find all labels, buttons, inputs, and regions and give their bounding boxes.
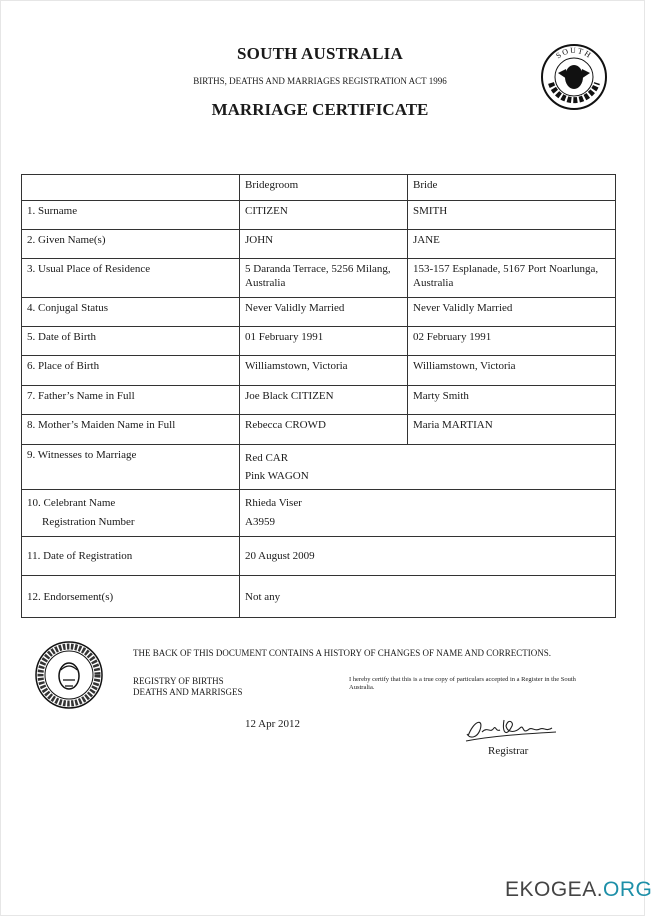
site-watermark xyxy=(505,878,652,902)
bride-value: Maria MARTIAN xyxy=(408,415,616,445)
row-label: 7. Father’s Name in Full xyxy=(22,386,240,415)
table-row xyxy=(22,415,616,445)
column-header-bride: Bride xyxy=(408,175,616,201)
bride-value: Marty Smith xyxy=(408,386,616,415)
celebrant-labels xyxy=(22,490,240,537)
row-label: 11. Date of Registration xyxy=(22,537,240,576)
south-australia-seal-icon xyxy=(540,43,608,111)
row-label: 12. Endorsement(s) xyxy=(22,576,240,618)
certificate-title: MARRIAGE CERTIFICATE xyxy=(211,100,429,119)
row-label: 6. Place of Birth xyxy=(22,356,240,386)
row-label: 2. Given Name(s) xyxy=(22,230,240,259)
groom-value: CITIZEN xyxy=(240,201,408,230)
row-label: 9. Witnesses to Marriage xyxy=(22,445,240,490)
svg-text:SOUTH: SOUTH xyxy=(554,45,594,61)
bride-value: JANE xyxy=(408,230,616,259)
groom-value: Rebecca CROWD xyxy=(240,415,408,445)
table-row xyxy=(22,327,616,356)
table-row xyxy=(22,356,616,386)
groom-value: Never Validly Married xyxy=(240,298,408,327)
witness-name: Red CAR xyxy=(245,452,289,464)
groom-value: 5 Daranda Terrace, 5256 Milang, Australia xyxy=(240,259,408,298)
state-heading: SOUTH AUSTRALIA xyxy=(237,44,403,63)
table-row xyxy=(22,259,616,298)
bride-value: 02 February 1991 xyxy=(408,327,616,356)
row-sublabel: Registration Number xyxy=(42,516,135,528)
registration-date: 20 August 2009 xyxy=(240,537,616,576)
table-row xyxy=(22,201,616,230)
registrar-seal-icon xyxy=(34,640,104,710)
bride-value: 153-157 Esplanade, 5167 Port Noarlunga, Australia xyxy=(408,259,616,298)
celebrant-name: Rhieda Viser xyxy=(245,497,302,509)
groom-value: JOHN xyxy=(240,230,408,259)
endorsement-row xyxy=(22,576,616,618)
registry-line: DEATHS AND MARRISGES xyxy=(133,687,243,697)
groom-value: Joe Black CITIZEN xyxy=(240,386,408,415)
watermark-accent-text: ORG xyxy=(603,878,652,901)
bride-value: Never Validly Married xyxy=(408,298,616,327)
certificate-table xyxy=(21,174,616,618)
certification-statement: I hereby certify that this is a true copy of particulars accepted in a Register in the South Australia. xyxy=(349,676,576,691)
witnesses-row xyxy=(22,445,616,490)
column-header-bridegroom: Bridegroom xyxy=(240,175,408,201)
back-of-document-note: THE BACK OF THIS DOCUMENT CONTAINS A HISTORY OF CHANGES OF NAME AND CORRECTIONS. xyxy=(133,648,551,658)
table-row xyxy=(22,298,616,327)
registrar-signature xyxy=(462,712,562,744)
groom-value: Williamstown, Victoria xyxy=(240,356,408,386)
celebrant-number: A3959 xyxy=(245,516,275,528)
row-label: 10. Celebrant Name xyxy=(27,497,116,509)
watermark-text: EKOGEA. xyxy=(505,878,604,901)
row-label: 8. Mother’s Maiden Name in Full xyxy=(22,415,240,445)
endorsement-value: Not any xyxy=(240,576,616,618)
act-subtitle: BIRTHS, DEATHS AND MARRIAGES REGISTRATION ACT 1996 xyxy=(193,76,447,86)
row-label: 4. Conjugal Status xyxy=(22,298,240,327)
celebrant-row xyxy=(22,490,616,537)
registration-row xyxy=(22,537,616,576)
celebrant-values xyxy=(240,490,616,537)
issue-date: 12 Apr 2012 xyxy=(245,718,300,730)
column-header xyxy=(22,175,240,201)
registry-name xyxy=(133,676,243,698)
row-label: 5. Date of Birth xyxy=(22,327,240,356)
row-label: 1. Surname xyxy=(22,201,240,230)
row-label: 3. Usual Place of Residence xyxy=(22,259,240,298)
table-row xyxy=(22,230,616,259)
table-row xyxy=(22,386,616,415)
witness-name: Pink WAGON xyxy=(245,470,309,482)
witness-names xyxy=(240,445,616,490)
groom-value: 01 February 1991 xyxy=(240,327,408,356)
registrar-label: Registrar xyxy=(488,745,529,757)
table-header-row xyxy=(22,175,616,201)
bride-value: SMITH xyxy=(408,201,616,230)
bride-value: Williamstown, Victoria xyxy=(408,356,616,386)
registry-line: REGISTRY OF BIRTHS xyxy=(133,676,224,686)
